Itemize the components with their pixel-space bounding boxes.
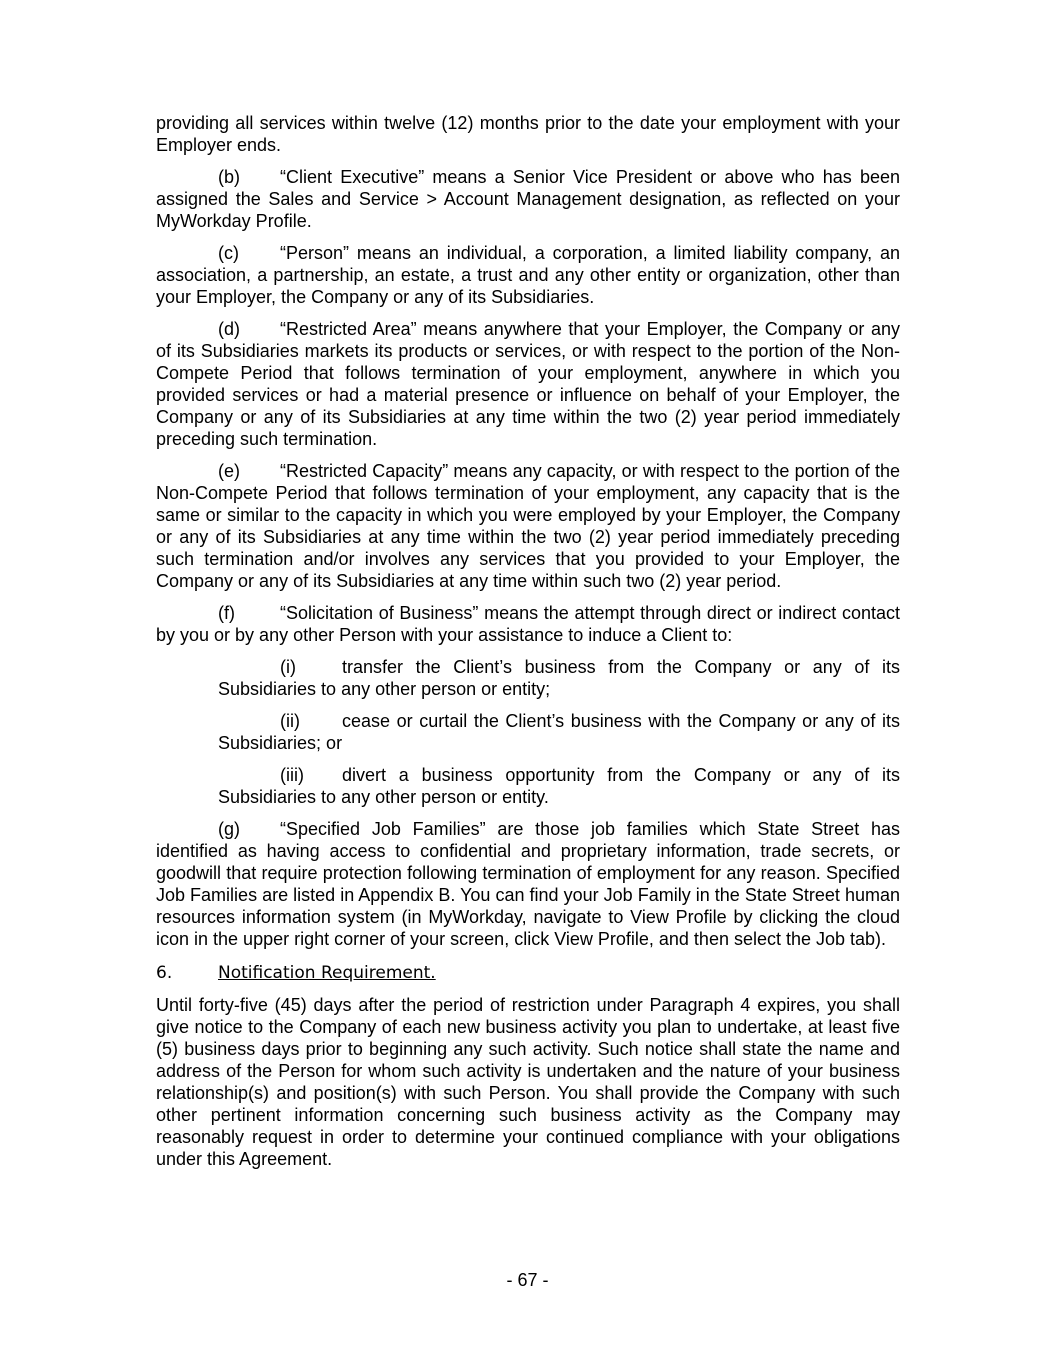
section-number: 6. — [156, 963, 173, 983]
definition-text: “Restricted Area” means anywhere that your Employer, the Company or any of its Subsidiaries markets its products or services, or with respect to the portion of the Non-Compete Period that follows termination of your employment, anywhere in which you provided services or had a material presence or influence on behalf of your Employer, the Company or any of its Subsidiaries at any time within the two (2) year period immediately preceding such termination. — [156, 319, 900, 449]
definition-text: “Client Executive” means a Senior Vice President or above who has been assigned the Sales and Service > Account Management designation, as reflected on your MyWorkday Profile. — [156, 167, 900, 231]
definition-label: (f) — [218, 603, 235, 623]
definition-label: (g) — [218, 819, 240, 839]
sub-item-label: (i) — [280, 657, 296, 677]
page-number: - 67 - — [506, 1270, 549, 1290]
definition-label: (b) — [218, 167, 240, 187]
definition-text: “Person” means an individual, a corporation, a limited liability company, an association, a partnership, an estate, a trust and any other entity or organization, other than your Employer, the Company or any of its Subsidiaries. — [156, 243, 900, 307]
sub-item-text: transfer the Client’s business from the Company or any of its Subsidiaries to any other person or entity; — [218, 657, 900, 699]
sub-item-iii — [218, 764, 900, 808]
section-title: Notification Requirement. — [218, 963, 436, 983]
continuation-paragraph: providing all services within twelve (12) months prior to the date your employment with your Employer ends. — [156, 113, 900, 155]
sub-item-ii — [218, 710, 900, 754]
definition-label: (c) — [218, 243, 239, 263]
definition-e — [156, 460, 900, 592]
sub-item-label: (ii) — [280, 711, 300, 731]
section-body: Until forty-five (45) days after the period of restriction under Paragraph 4 expires, you shall give notice to the Company of each new business activity you plan to undertake, at least five (5) business days prior to beginning any such activity. Such notice shall state the name and address of the Person for whom such activity is undertaken and the nature of your business relationship(s) and position(s) with such Person. You shall provide the Company with such other pertinent information concerning such business activity as the Company may reasonably request in order to determine your continued compliance with your obligations under this Agreement. — [156, 995, 900, 1169]
section-heading — [156, 962, 900, 984]
document-page — [156, 112, 900, 1180]
definition-text: “Restricted Capacity” means any capacity, or with respect to the portion of the Non-Compete Period that follows termination of your employment, any capacity that is the same or similar to the capacity in which you were employed by your Employer, the Company or any of its Subsidiaries at any time within the two (2) year period immediately preceding such termination and/or involves any services that you provided to your Employer, the Company or any of its Subsidiaries at any time within such two (2) year period. — [156, 461, 900, 591]
definition-b — [156, 166, 900, 232]
definition-d — [156, 318, 900, 450]
definition-text: “Solicitation of Business” means the attempt through direct or indirect contact by you or by any other Person with your assistance to induce a Client to: — [156, 603, 900, 645]
sub-item-text: cease or curtail the Client’s business with the Company or any of its Subsidiaries; or — [218, 711, 900, 753]
definition-label: (d) — [218, 319, 240, 339]
definition-label: (e) — [218, 461, 240, 481]
sub-item-i — [218, 656, 900, 700]
definition-g — [156, 818, 900, 950]
sub-item-label: (iii) — [280, 765, 304, 785]
definition-c — [156, 242, 900, 308]
definition-text: “Specified Job Families” are those job families which State Street has identified as having access to confidential and proprietary information, trade secrets, or goodwill that require protection following termination of employment for any reason. Specified Job Families are listed in Appendix B. You can find your Job Family in the State Street human resources information system (in MyWorkday, navigate to View Profile by clicking the cloud icon in the upper right corner of your screen, click View Profile, and then select the Job tab). — [156, 819, 900, 949]
definition-f — [156, 602, 900, 646]
sub-item-text: divert a business opportunity from the Company or any of its Subsidiaries to any other person or entity. — [218, 765, 900, 807]
